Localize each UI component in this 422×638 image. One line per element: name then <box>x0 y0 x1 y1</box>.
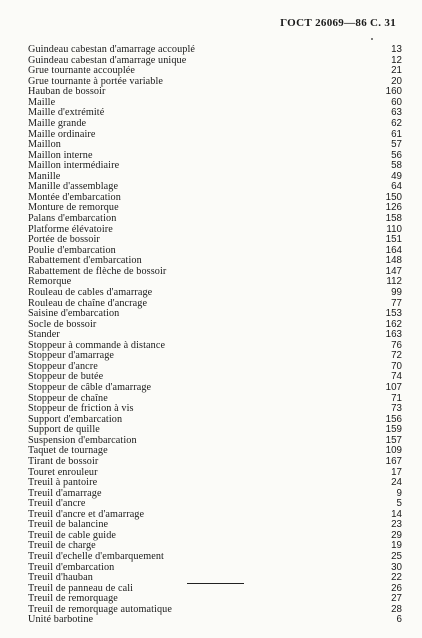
entry-term: Saisine d'embarcation <box>28 308 120 320</box>
index-entry <box>28 119 402 130</box>
entry-page-number: 57 <box>391 139 402 151</box>
entry-page-number: 109 <box>385 445 402 457</box>
entry-term: Stoppeur à commande à distance <box>28 339 166 351</box>
entry-page-number: 6 <box>396 614 402 626</box>
entry-term: Support de quille <box>28 424 100 436</box>
entry-term: Rabattement de flèche de bossoir <box>28 265 167 277</box>
entry-page-number: 24 <box>391 477 402 489</box>
entry-page-number: 22 <box>391 572 402 584</box>
entry-page-number: 167 <box>385 455 402 467</box>
index-entry <box>28 615 402 626</box>
entry-page-number: 12 <box>391 54 402 66</box>
entry-page-number: 148 <box>385 255 402 267</box>
entry-term: Montée d'embarcation <box>28 191 121 203</box>
entry-page-number: 30 <box>391 561 402 573</box>
entry-term: Treuil d'echelle d'embarquement <box>28 551 164 562</box>
entry-term: Stoppeur d'amarrage <box>28 350 115 362</box>
entry-page-number: 107 <box>385 382 402 393</box>
entry-term: Poulie d'embarcation <box>28 244 116 256</box>
entry-term: Rouleau de chaîne d'ancrage <box>28 297 148 309</box>
page-header: ГОСТ 26069—86 С. 31 <box>280 17 396 29</box>
entry-page-number: 21 <box>391 65 402 77</box>
entry-term: Support d'embarcation <box>28 413 123 425</box>
entry-term: Maille d'extrémité <box>28 107 105 119</box>
entry-term: Unité barbotine <box>28 614 94 626</box>
entry-page-number: 28 <box>391 603 402 615</box>
entry-term: Grue tournante accouplée <box>28 65 136 77</box>
entry-term: Stoppeur de câble d'amarrage <box>28 382 152 393</box>
entry-term: Hauban de bossoir <box>28 86 106 98</box>
entry-term: Stoppeur d'ancre <box>28 360 98 372</box>
entry-page-number: 26 <box>391 582 402 594</box>
entry-term: Treuil de remorquage <box>28 593 118 605</box>
entry-page-number: 162 <box>385 318 402 330</box>
entry-term: Maille ordinaire <box>28 128 96 140</box>
entry-term: Palans d'embarcation <box>28 213 117 224</box>
entry-term: Rouleau de cables d'amarrage <box>28 286 153 298</box>
entry-term: Tirant de bossoir <box>28 455 99 467</box>
entry-page-number: 62 <box>391 117 402 129</box>
entry-page-number: 9 <box>396 487 402 499</box>
entry-page-number: 76 <box>391 339 402 351</box>
entry-page-number: 27 <box>391 593 402 605</box>
entry-page-number: 157 <box>385 434 402 446</box>
entry-term: Stoppeur de friction à vis <box>28 403 134 415</box>
entry-page-number: 49 <box>391 170 402 182</box>
entry-page-number: 71 <box>391 392 402 404</box>
entry-page-number: 72 <box>391 350 402 362</box>
entry-page-number: 99 <box>391 286 402 298</box>
entry-page-number: 160 <box>385 86 402 98</box>
entry-page-number: 56 <box>391 149 402 161</box>
entry-page-number: 158 <box>385 213 402 224</box>
entry-term: Guindeau cabestan d'amarrage unique <box>28 54 187 66</box>
entry-page-number: 151 <box>385 234 402 246</box>
index-entry <box>28 552 402 563</box>
entry-term: Suspension d'embarcation <box>28 434 137 446</box>
end-rule <box>187 583 244 584</box>
index-entry <box>28 161 402 172</box>
entry-page-number: 58 <box>391 160 402 172</box>
entry-page-number: 13 <box>391 44 402 55</box>
index-entry <box>28 214 402 225</box>
entry-term: Stoppeur de butée <box>28 371 104 383</box>
entry-page-number: 17 <box>391 466 402 478</box>
entry-page-number: 64 <box>391 181 402 193</box>
entry-page-number: 147 <box>385 265 402 277</box>
entry-term: Stander <box>28 329 60 341</box>
index-entry <box>28 288 402 299</box>
entry-page-number: 126 <box>385 202 402 214</box>
entry-page-number: 19 <box>391 540 402 552</box>
entry-page-number: 159 <box>385 424 402 436</box>
entry-page-number: 23 <box>391 519 402 531</box>
entry-term: Treuil de balancine <box>28 519 109 531</box>
index-entry <box>28 130 402 141</box>
entry-page-number: 150 <box>385 191 402 203</box>
entry-term: Maillon intermédiaire <box>28 160 120 172</box>
entry-term: Socle de bossoir <box>28 318 97 330</box>
index-entry <box>28 383 402 394</box>
index-entry <box>28 45 402 56</box>
entry-term: Touret enrouleur <box>28 466 98 478</box>
entry-page-number: 60 <box>391 96 402 108</box>
index-entry <box>28 320 402 331</box>
entry-term: Treuil de cable guide <box>28 529 117 541</box>
entry-page-number: 29 <box>391 529 402 541</box>
entry-page-number: 156 <box>385 413 402 425</box>
ink-mark <box>371 38 373 40</box>
entry-term: Treuil de panneau de cali <box>28 582 134 594</box>
entry-term: Treuil à pantoire <box>28 477 98 489</box>
entry-page-number: 153 <box>385 308 402 320</box>
index-entry <box>28 267 402 278</box>
entry-term: Manille d'assemblage <box>28 181 119 193</box>
entry-term: Guindeau cabestan d'amarrage accouplé <box>28 44 196 55</box>
entry-page-number: 164 <box>385 244 402 256</box>
term-index <box>28 45 402 626</box>
entry-term: Treuil d'hauban <box>28 572 93 584</box>
entry-page-number: 163 <box>385 329 402 341</box>
entry-page-number: 61 <box>391 128 402 140</box>
entry-term: Maillon interne <box>28 149 93 161</box>
entry-page-number: 5 <box>396 498 402 510</box>
entry-term: Treuil d'ancre <box>28 498 86 510</box>
index-entry <box>28 457 402 468</box>
entry-page-number: 77 <box>391 297 402 309</box>
entry-page-number: 112 <box>386 276 402 288</box>
entry-term: Remorque <box>28 276 72 288</box>
entry-page-number: 70 <box>391 360 402 372</box>
entry-page-number: 73 <box>391 403 402 415</box>
index-entry <box>28 87 402 98</box>
entry-term: Rabattement d'embarcation <box>28 255 142 267</box>
entry-page-number: 74 <box>391 371 402 383</box>
entry-term: Treuil de charge <box>28 540 96 552</box>
entry-term: Treuil d'amarrage <box>28 487 102 499</box>
entry-page-number: 20 <box>391 75 402 87</box>
entry-term: Platforme élévatoire <box>28 223 113 235</box>
entry-term: Treuil d'ancre et d'amarrage <box>28 508 145 520</box>
entry-page-number: 14 <box>391 508 402 520</box>
entry-term: Manille <box>28 170 61 182</box>
entry-term: Treuil d'embarcation <box>28 561 115 573</box>
entry-term: Portée de bossoir <box>28 234 100 246</box>
entry-term: Treuil de remorquage automatique <box>28 603 172 615</box>
entry-term: Stoppeur de chaîne <box>28 392 108 404</box>
entry-term: Maille <box>28 96 56 108</box>
entry-term: Maille grande <box>28 117 87 129</box>
entry-page-number: 63 <box>391 107 402 119</box>
entry-term: Taquet de tournage <box>28 445 108 457</box>
entry-page-number: 110 <box>386 223 402 235</box>
entry-page-number: 25 <box>391 551 402 562</box>
entry-term: Maillon <box>28 139 61 151</box>
entry-term: Grue tournante à portée variable <box>28 75 164 87</box>
entry-term: Monture de remorque <box>28 202 119 214</box>
